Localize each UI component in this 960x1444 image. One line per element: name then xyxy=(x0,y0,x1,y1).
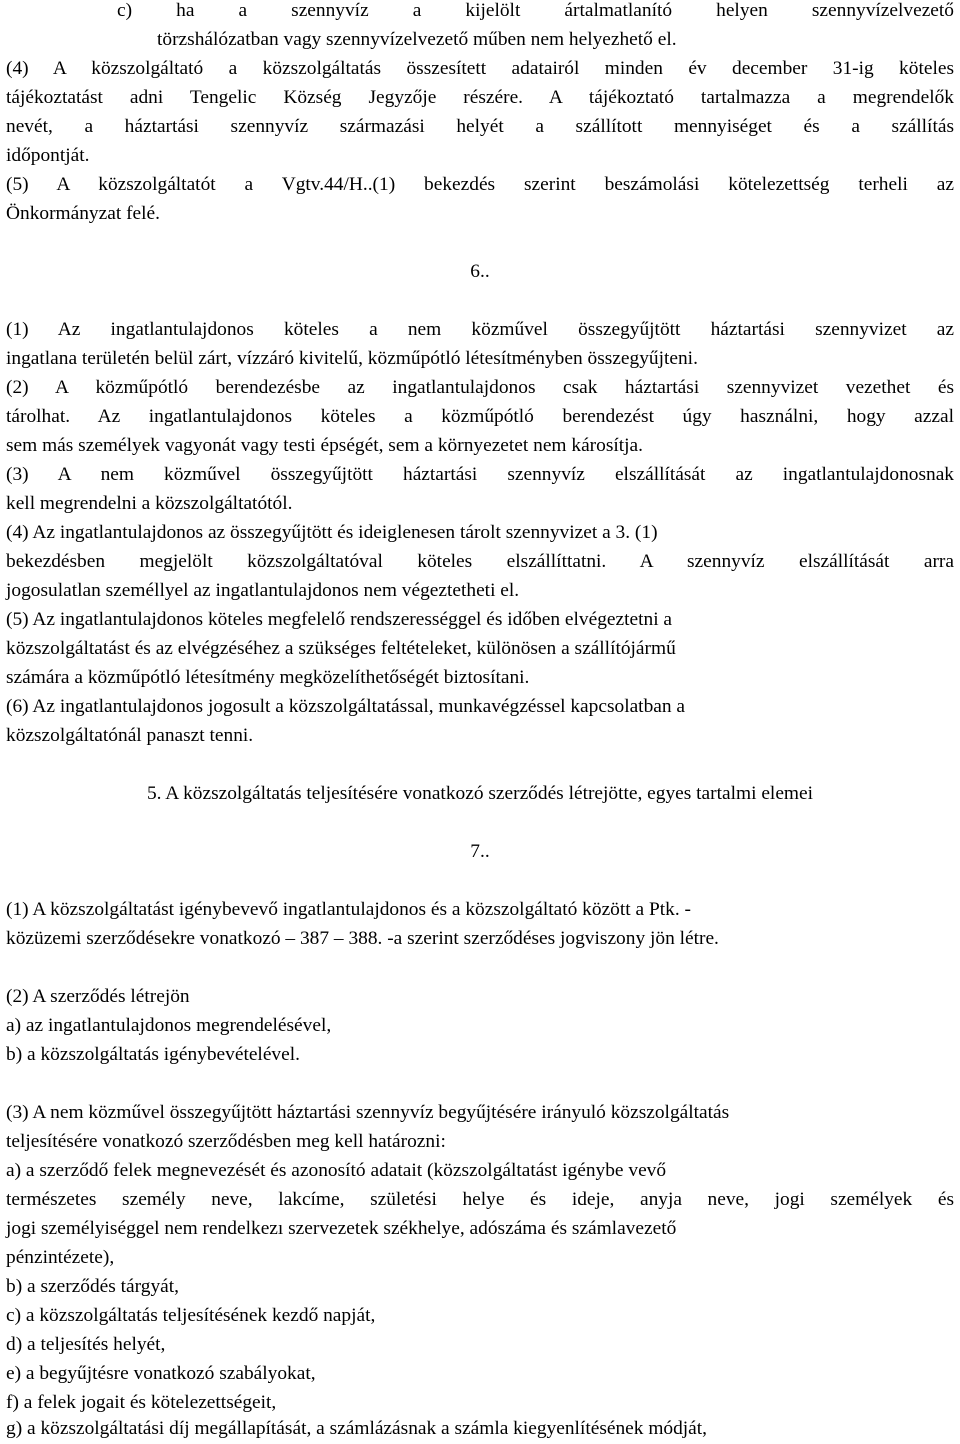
text-line: tárolhat. Az ingatlantulajdonos köteles a közműpótló berendezést úgy használni, hogy azzal xyxy=(6,406,954,427)
text-line: Önkormányzat felé. xyxy=(6,203,160,224)
text-line: természetes személy neve, lakcíme, születési helye és ideje, anyja neve, jogi személyek és xyxy=(6,1189,954,1210)
text-line: jogi személyiséggel nem rendelkezı szervezetek székhelye, adószáma és számlavezető xyxy=(6,1218,677,1239)
text-line: d) a teljesítés helyét, xyxy=(6,1334,166,1355)
text-line: (3) A nem közművel összegyűjtött háztartási szennyvíz begyűjtésére irányuló közszolgáltatás xyxy=(6,1102,730,1123)
text-line: időpontját. xyxy=(6,145,90,166)
text-line: (6) Az ingatlantulajdonos jogosult a közszolgáltatással, munkavégzéssel kapcsolatban a xyxy=(6,696,686,717)
chapter-heading: 5. A közszolgáltatás teljesítésére vonatkozó szerződés létrejötte, egyes tartalmi elemei xyxy=(146,783,814,804)
text-line: (4) A közszolgáltató a közszolgáltatás összesített adatairól minden év december 31-ig köteles xyxy=(6,58,954,79)
text-line: f) a felek jogait és kötelezettségeit, xyxy=(6,1392,277,1413)
text-line: a) az ingatlantulajdonos megrendelésével, xyxy=(6,1015,332,1036)
text-line: törzshálózatban vagy szennyvízelvezető műben nem helyezhető el. xyxy=(157,29,677,50)
text-line: (5) A közszolgáltatót a Vgtv.44/H..(1) bekezdés szerint beszámolási kötelezettség terheli az xyxy=(6,174,954,195)
text-line: (2) A közműpótló berendezésbe az ingatlantulajdonos csak háztartási szennyvizet vezethet és xyxy=(6,377,954,398)
text-line: nevét, a háztartási szennyvíz származási helyét a szállított mennyiséget és a szállítás xyxy=(6,116,954,137)
text-line: jogosulatlan személlyel az ingatlantulajdonos nem végeztetheti el. xyxy=(6,580,520,601)
text-line: bekezdésben megjelölt közszolgáltatóval köteles elszállíttatni. A szennyvíz elszállítását arra xyxy=(6,551,954,572)
text-line: e) a begyűjtésre vonatkozó szabályokat, xyxy=(6,1363,316,1384)
text-line: c) a közszolgáltatás teljesítésének kezdő napját, xyxy=(6,1305,376,1326)
text-line: a) a szerződő felek megnevezését és azonosító adatait (közszolgáltatást igénybe vevő xyxy=(6,1160,667,1181)
text-line: közszolgáltatást és az elvégzéséhez a szükséges feltételeket, különösen a szállítójármű xyxy=(6,638,676,659)
text-line: (4) Az ingatlantulajdonos az összegyűjtött és ideiglenesen tárolt szennyvizet a 3. (1) xyxy=(6,522,658,543)
text-line: (2) A szerződés létrejön xyxy=(6,986,190,1007)
text-line: (5) Az ingatlantulajdonos köteles megfelelő rendszerességgel és időben elvégeztetni a xyxy=(6,609,673,630)
text-line: c) ha a szennyvíz a kijelölt ártalmatlanító helyen szennyvízelvezető xyxy=(117,0,954,21)
text-line: b) a közszolgáltatás igénybevételével. xyxy=(6,1044,300,1065)
text-line: közüzemi szerződésekre vonatkozó – 387 – 388. -a szerint szerződéses jogviszony jön létre. xyxy=(6,928,719,949)
text-line: (3) A nem közművel összegyűjtött háztartási szennyvíz elszállítását az ingatlantulajdonosnak xyxy=(6,464,954,485)
text-line: g) a közszolgáltatási díj megállapítását, a számlázásnak a számla kiegyenlítésének módját, xyxy=(6,1418,708,1439)
text-line: (1) A közszolgáltatást igénybevevő ingatlantulajdonos és a közszolgáltató között a Ptk. - xyxy=(6,899,691,920)
text-line: tájékoztatást adni Tengelic Község Jegyzője részére. A tájékoztató tartalmazza a megrendelők xyxy=(6,87,954,108)
text-line: ingatlana területén belül zárt, vízzáró kivitelű, közműpótló létesítményben összegyűjteni. xyxy=(6,348,698,369)
text-line: számára a közműpótló létesítmény megközelíthetőségét biztosítani. xyxy=(6,667,530,688)
text-line: teljesítésére vonatkozó szerződésben meg kell határozni: xyxy=(6,1131,446,1152)
section-number: 6.. xyxy=(470,261,490,282)
text-line: közszolgáltatónál panaszt tenni. xyxy=(6,725,254,746)
text-line: pénzintézete), xyxy=(6,1247,115,1268)
text-line: (1) Az ingatlantulajdonos köteles a nem közművel összegyűjtött háztartási szennyvizet az xyxy=(6,319,954,340)
text-line: sem más személyek vagyonát vagy testi épségét, sem a környezetet nem károsítja. xyxy=(6,435,643,456)
text-line: kell megrendelni a közszolgáltatótól. xyxy=(6,493,293,514)
text-line: b) a szerződés tárgyát, xyxy=(6,1276,180,1297)
section-number: 7.. xyxy=(470,841,490,862)
